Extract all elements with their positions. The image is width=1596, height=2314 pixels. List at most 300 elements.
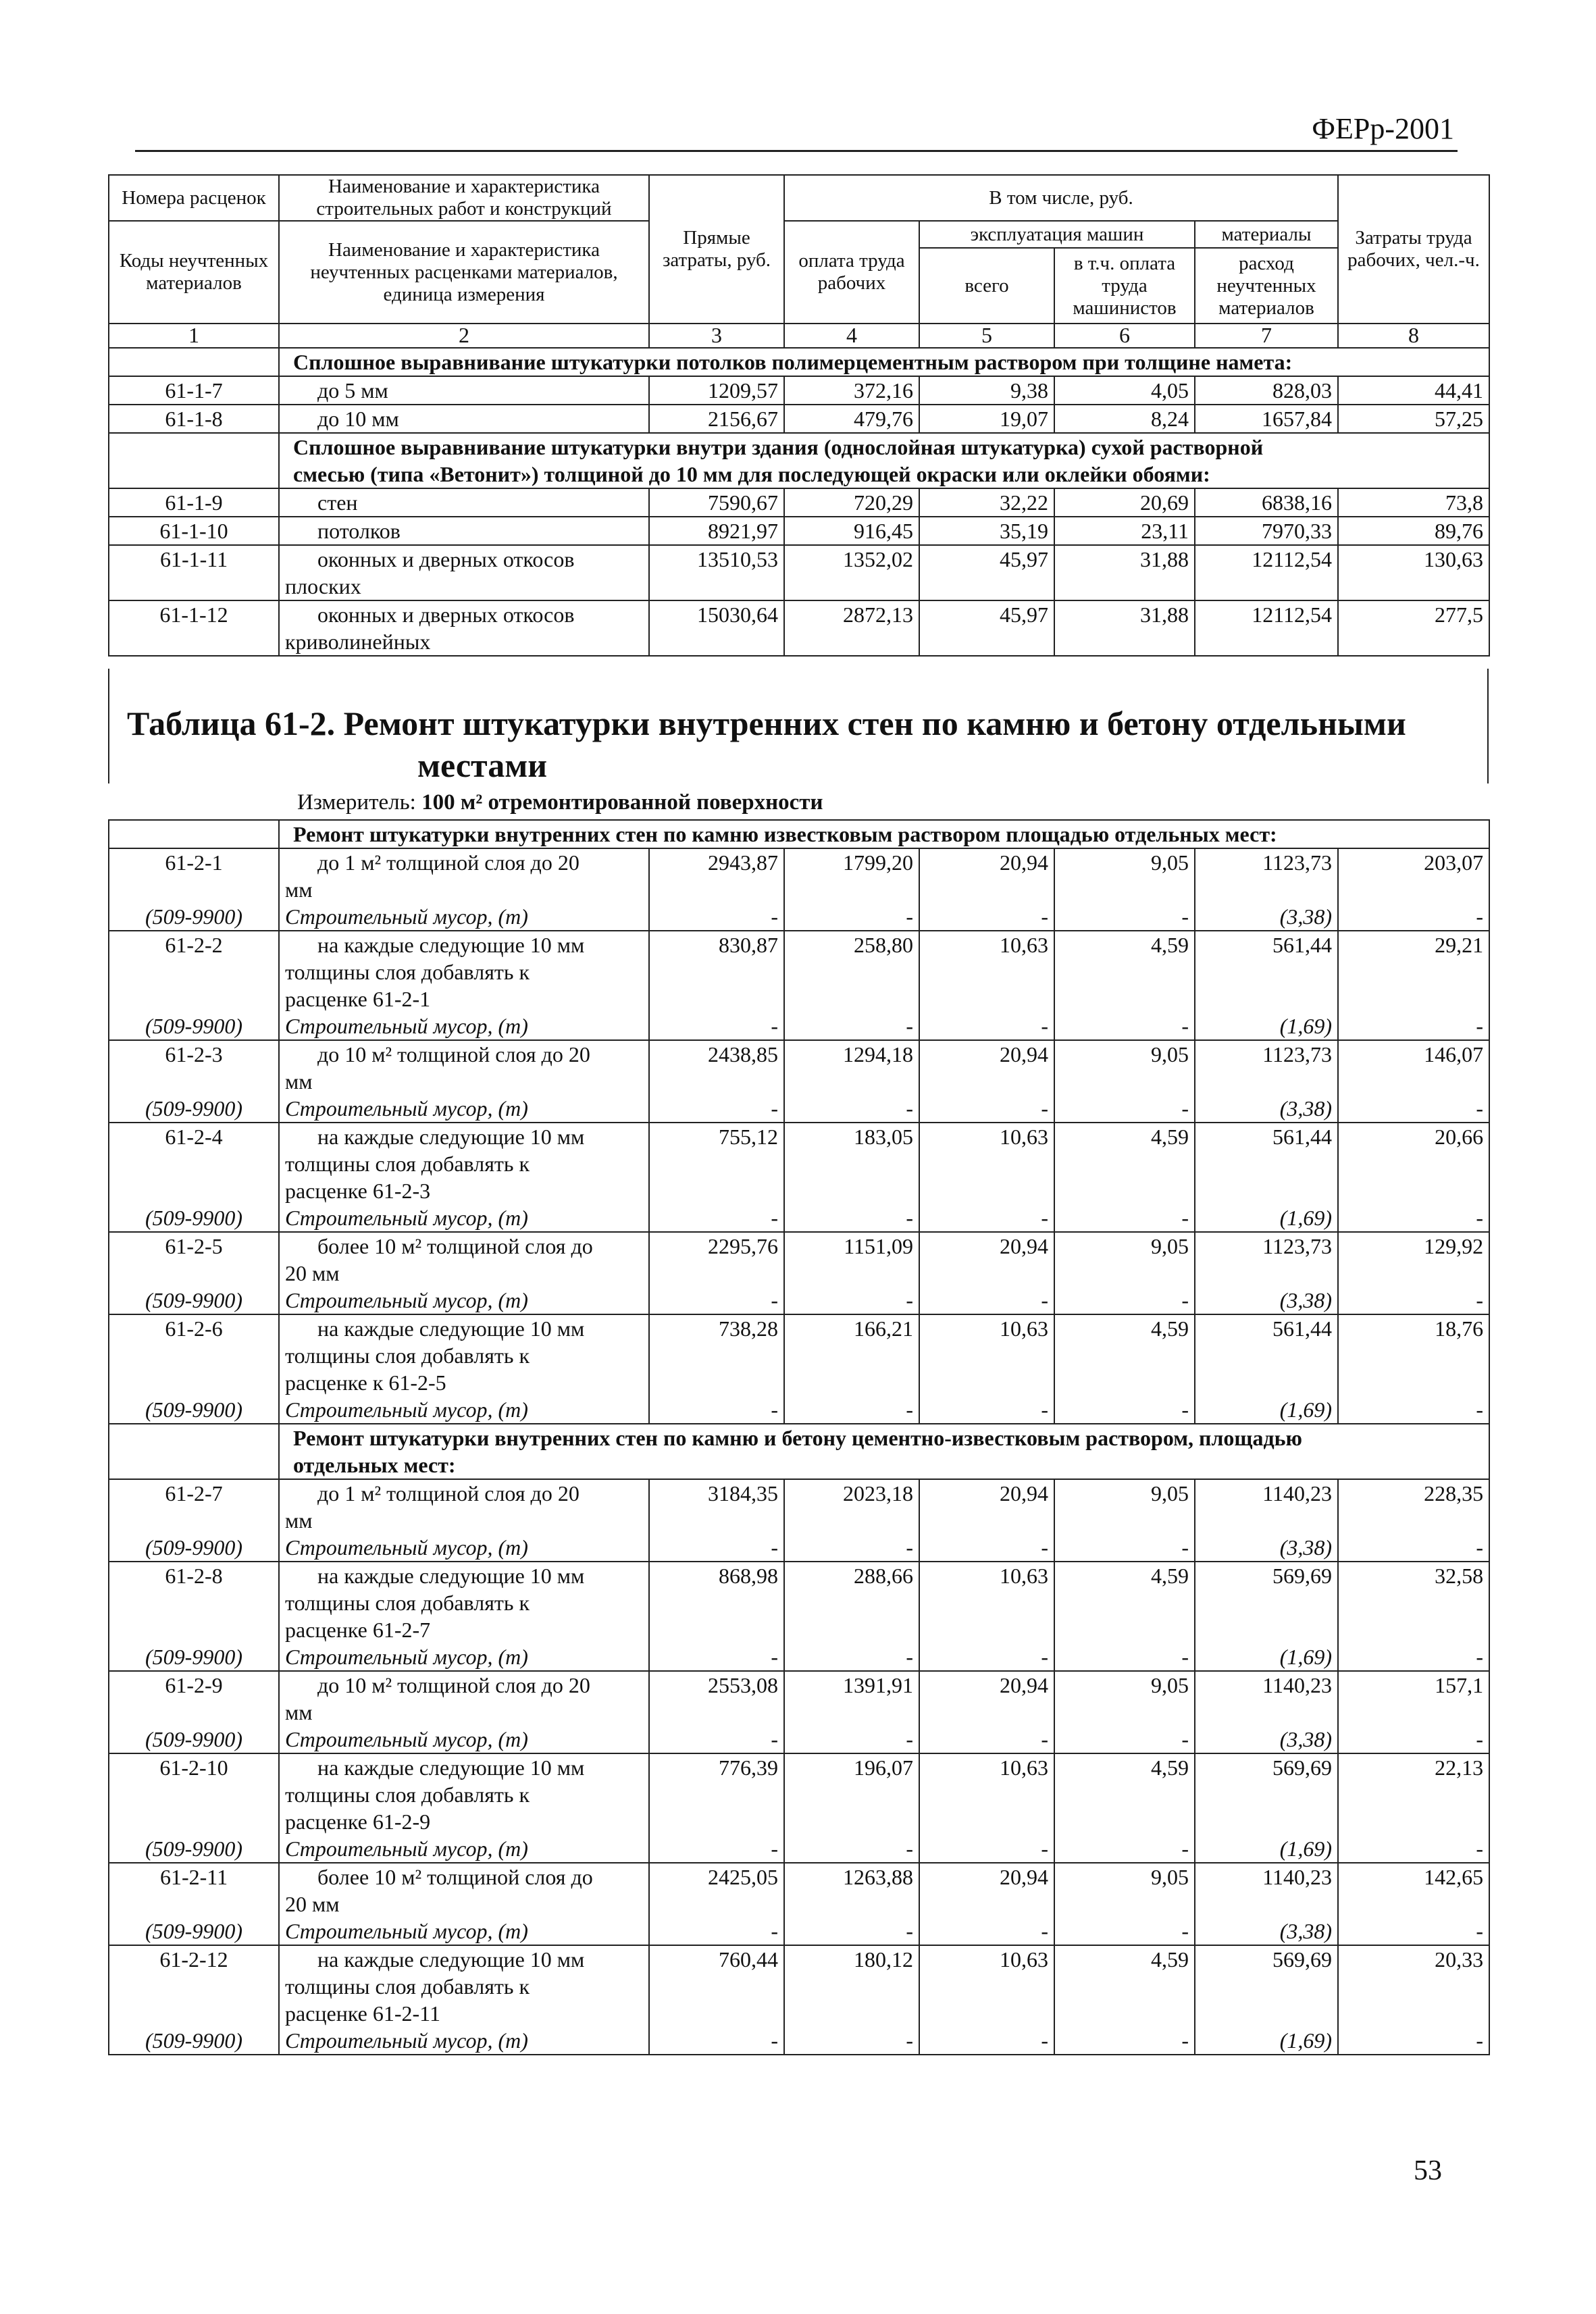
material-value: - — [649, 903, 784, 931]
material-value: - — [784, 1643, 919, 1671]
rate-code: 61-1-12 — [109, 600, 279, 656]
material-row — [109, 1643, 1489, 1671]
material-value: - — [1338, 1396, 1489, 1424]
rate-value: 157,1 — [1338, 1671, 1489, 1726]
material-value: - — [649, 1204, 784, 1232]
cell-line: до 1 м² толщиной слоя до 20 — [317, 1481, 580, 1506]
section-title — [279, 820, 1489, 848]
cell-line: криволинейных — [285, 629, 431, 654]
cell-line: оконных и дверных откосов — [317, 602, 575, 627]
material-name: Строительный мусор, (т) — [279, 1012, 649, 1040]
material-name: Строительный мусор, (т) — [279, 1396, 649, 1424]
rate-value: 203,07 — [1338, 848, 1489, 903]
table-61-2-title — [127, 702, 1444, 786]
rate-value: 9,05 — [1054, 1863, 1195, 1918]
cell-line: толщины слоя добавлять к — [285, 960, 530, 984]
material-value: - — [1054, 1918, 1195, 1945]
rate-code: 61-2-5 — [109, 1232, 279, 1287]
rate-name — [279, 488, 649, 517]
rate-value: 916,45 — [784, 517, 919, 545]
rate-row — [109, 848, 1489, 903]
cell-line: толщины слоя добавлять к — [285, 1152, 530, 1176]
header-material-name: Наименование и характеристика неучтенных расценками материалов, единица измерения — [279, 221, 649, 324]
cell-line: мм — [285, 1069, 313, 1094]
material-value: - — [649, 1726, 784, 1753]
material-row — [109, 1095, 1489, 1123]
cell-line: на каждые следующие 10 мм — [317, 933, 585, 957]
header-labor-costs: Затраты труда рабочих, чел.-ч. — [1338, 175, 1489, 324]
rate-code: 61-2-7 — [109, 1479, 279, 1534]
section-code-cell — [109, 820, 279, 848]
rate-value: 4,59 — [1054, 931, 1195, 1012]
rate-name — [279, 1945, 649, 2027]
cell-line: более 10 м² толщиной слоя до — [317, 1865, 593, 1889]
section-row — [109, 820, 1489, 848]
rate-row — [109, 1671, 1489, 1726]
column-number: 8 — [1338, 324, 1489, 348]
document-code: ФЕРр-2001 — [1312, 112, 1454, 145]
page-number: 53 — [1414, 2155, 1442, 2186]
rate-value: 2295,76 — [649, 1232, 784, 1287]
material-value: - — [919, 1012, 1054, 1040]
material-value: - — [649, 1534, 784, 1562]
cell-line: расценке 61-2-3 — [285, 1179, 431, 1203]
rate-name — [279, 1123, 649, 1204]
rate-value: 9,05 — [1054, 848, 1195, 903]
rate-value: 755,12 — [649, 1123, 784, 1204]
material-value: - — [649, 1643, 784, 1671]
rate-value: 20,94 — [919, 1040, 1054, 1095]
material-value: - — [784, 1287, 919, 1314]
material-value: - — [1338, 903, 1489, 931]
rate-value: 561,44 — [1195, 1123, 1338, 1204]
rate-value: 4,59 — [1054, 1123, 1195, 1204]
rate-row — [109, 600, 1489, 656]
material-value: - — [649, 1012, 784, 1040]
material-value: - — [919, 1396, 1054, 1424]
rate-value: 258,80 — [784, 931, 919, 1012]
material-value: - — [1338, 1835, 1489, 1863]
rate-value: 7590,67 — [649, 488, 784, 517]
rate-code: 61-1-11 — [109, 545, 279, 600]
cell-line: толщины слоя добавлять к — [285, 1782, 530, 1807]
material-name: Строительный мусор, (т) — [279, 1726, 649, 1753]
material-code: (509-9900) — [109, 1918, 279, 1945]
rate-value: 828,03 — [1195, 376, 1338, 405]
rate-value: 142,65 — [1338, 1863, 1489, 1918]
rate-value: 4,05 — [1054, 376, 1195, 405]
rate-row — [109, 1123, 1489, 1204]
rate-value: 130,63 — [1338, 545, 1489, 600]
section-title — [279, 433, 1489, 488]
material-name: Строительный мусор, (т) — [279, 1835, 649, 1863]
rate-value: 45,97 — [919, 545, 1054, 600]
material-row — [109, 1012, 1489, 1040]
material-amount: (3,38) — [1195, 1726, 1338, 1753]
rate-value: 2943,87 — [649, 848, 784, 903]
header-work-name: Наименование и характеристика строительных работ и конструкций — [279, 175, 649, 221]
cell-line: мм — [285, 1508, 313, 1533]
rate-value: 2425,05 — [649, 1863, 784, 1918]
rate-row — [109, 1232, 1489, 1287]
rate-value: 1151,09 — [784, 1232, 919, 1287]
column-number: 3 — [649, 324, 784, 348]
material-value: - — [784, 1095, 919, 1123]
cell-line: на каждые следующие 10 мм — [317, 1947, 585, 1972]
material-row — [109, 1726, 1489, 1753]
material-value: - — [919, 1726, 1054, 1753]
rate-value: 2872,13 — [784, 600, 919, 656]
column-number: 2 — [279, 324, 649, 348]
material-value: - — [784, 1396, 919, 1424]
rate-value: 196,07 — [784, 1753, 919, 1835]
cell-line: стен — [317, 490, 358, 515]
rate-value: 29,21 — [1338, 931, 1489, 1012]
cell-line: расценке 61-2-7 — [285, 1618, 431, 1642]
material-value: - — [784, 1918, 919, 1945]
material-name: Строительный мусор, (т) — [279, 1918, 649, 1945]
rate-value: 760,44 — [649, 1945, 784, 2027]
rate-value: 10,63 — [919, 1945, 1054, 2027]
rate-value: 1209,57 — [649, 376, 784, 405]
rate-value: 1294,18 — [784, 1040, 919, 1095]
table-title-line: местами — [417, 746, 548, 784]
section-code-cell — [109, 433, 279, 488]
rate-value: 1263,88 — [784, 1863, 919, 1918]
cell-line: на каждые следующие 10 мм — [317, 1564, 585, 1588]
rate-code: 61-2-9 — [109, 1671, 279, 1726]
material-value: - — [1054, 1396, 1195, 1424]
rate-value: 720,29 — [784, 488, 919, 517]
rate-name — [279, 545, 649, 600]
header-materials: материалы — [1195, 221, 1338, 248]
rate-code: 61-1-9 — [109, 488, 279, 517]
header-machines: эксплуатация машин — [919, 221, 1195, 248]
material-name: Строительный мусор, (т) — [279, 1643, 649, 1671]
rate-value: 288,66 — [784, 1562, 919, 1643]
material-value: - — [1338, 2027, 1489, 2055]
material-value: - — [1338, 1534, 1489, 1562]
cell-line: мм — [285, 1700, 313, 1724]
table-61-2 — [108, 819, 1490, 2055]
rate-value: 31,88 — [1054, 545, 1195, 600]
material-value: - — [1054, 1095, 1195, 1123]
material-value: - — [919, 1918, 1054, 1945]
material-code: (509-9900) — [109, 2027, 279, 2055]
rate-value: 10,63 — [919, 1314, 1054, 1396]
rate-row — [109, 488, 1489, 517]
rate-value: 12112,54 — [1195, 545, 1338, 600]
cell-line: расценке 61-2-9 — [285, 1809, 431, 1834]
material-amount: (3,38) — [1195, 1918, 1338, 1945]
rate-value: 9,05 — [1054, 1040, 1195, 1095]
material-row — [109, 903, 1489, 931]
material-row — [109, 1204, 1489, 1232]
table-outer-border-right — [1487, 669, 1489, 783]
measure-value: 100 м² отремонтированной поверхности — [421, 790, 823, 815]
rate-row — [109, 931, 1489, 1012]
material-code: (509-9900) — [109, 1396, 279, 1424]
table-title-line: Таблица 61-2. Ремонт штукатурки внутренних стен по камню и бетону отдельными — [127, 704, 1406, 742]
rate-value: 20,94 — [919, 848, 1054, 903]
rate-row — [109, 1562, 1489, 1643]
rate-name: до 10 мм — [279, 405, 649, 433]
rate-value: 776,39 — [649, 1753, 784, 1835]
cell-line: плоских — [285, 574, 361, 598]
rate-value: 35,19 — [919, 517, 1054, 545]
material-amount: (3,38) — [1195, 1287, 1338, 1314]
rate-value: 1391,91 — [784, 1671, 919, 1726]
rate-value: 10,63 — [919, 1123, 1054, 1204]
material-value: - — [1054, 2027, 1195, 2055]
rate-value: 20,94 — [919, 1863, 1054, 1918]
cell-line: до 10 м² толщиной слоя до 20 — [317, 1673, 590, 1697]
material-code: (509-9900) — [109, 1534, 279, 1562]
rate-code: 61-2-2 — [109, 931, 279, 1012]
material-value: - — [919, 1287, 1054, 1314]
rate-value: 9,38 — [919, 376, 1054, 405]
cell-line: толщины слоя добавлять к — [285, 1591, 530, 1615]
material-name: Строительный мусор, (т) — [279, 1534, 649, 1562]
cell-line: оконных и дверных откосов — [317, 547, 575, 571]
rate-value: 830,87 — [649, 931, 784, 1012]
material-value: - — [1054, 1534, 1195, 1562]
material-code: (509-9900) — [109, 1726, 279, 1753]
measure-unit — [297, 790, 823, 815]
material-value: - — [784, 2027, 919, 2055]
rate-value: 1123,73 — [1195, 1040, 1338, 1095]
rate-value: 1657,84 — [1195, 405, 1338, 433]
cell-line: расценке 61-2-1 — [285, 987, 431, 1011]
rate-value: 13510,53 — [649, 545, 784, 600]
rate-value: 8921,97 — [649, 517, 784, 545]
rate-value: 1123,73 — [1195, 1232, 1338, 1287]
material-name: Строительный мусор, (т) — [279, 1095, 649, 1123]
rate-value: 9,05 — [1054, 1479, 1195, 1534]
rate-value: 9,05 — [1054, 1671, 1195, 1726]
rate-value: 1140,23 — [1195, 1863, 1338, 1918]
rate-value: 20,94 — [919, 1232, 1054, 1287]
rate-value: 1140,23 — [1195, 1479, 1338, 1534]
rate-value: 32,58 — [1338, 1562, 1489, 1643]
rate-value: 2438,85 — [649, 1040, 784, 1095]
rate-value: 180,12 — [784, 1945, 919, 2027]
rate-value: 20,66 — [1338, 1123, 1489, 1204]
cell-line: 20 мм — [285, 1261, 340, 1285]
column-number: 7 — [1195, 324, 1338, 348]
rate-value: 569,69 — [1195, 1753, 1338, 1835]
header-machinist-pay: в т.ч. оплата труда машинистов — [1054, 248, 1195, 324]
rate-value: 45,97 — [919, 600, 1054, 656]
cell-line: расценке к 61-2-5 — [285, 1370, 446, 1395]
header-rate-numbers: Номера расценок — [109, 175, 279, 221]
rate-value: 738,28 — [649, 1314, 784, 1396]
rate-value: 22,13 — [1338, 1753, 1489, 1835]
material-code: (509-9900) — [109, 1204, 279, 1232]
material-value: - — [919, 903, 1054, 931]
rate-code: 61-2-10 — [109, 1753, 279, 1835]
rate-code: 61-2-6 — [109, 1314, 279, 1396]
rate-value: 31,88 — [1054, 600, 1195, 656]
material-value: - — [919, 1095, 1054, 1123]
rate-code: 61-1-10 — [109, 517, 279, 545]
rate-value: 569,69 — [1195, 1562, 1338, 1643]
rate-name — [279, 1479, 649, 1534]
cell-line: Ремонт штукатурки внутренних стен по камню известковым раствором площадью отдельных мест: — [293, 822, 1277, 846]
material-value: - — [1054, 1726, 1195, 1753]
rate-value: 2553,08 — [649, 1671, 784, 1726]
rate-value: 4,59 — [1054, 1945, 1195, 2027]
section-code-cell — [109, 348, 279, 376]
material-row — [109, 1534, 1489, 1562]
material-value: - — [784, 1726, 919, 1753]
rate-value: 2156,67 — [649, 405, 784, 433]
rate-name — [279, 1562, 649, 1643]
rate-value: 20,94 — [919, 1671, 1054, 1726]
header-unaccounted-materials: расход неучтенных материалов — [1195, 248, 1338, 324]
table-outer-border-left — [108, 669, 109, 783]
rate-name — [279, 1863, 649, 1918]
section-row — [109, 433, 1489, 488]
material-value: - — [1054, 1287, 1195, 1314]
rate-row — [109, 517, 1489, 545]
rate-value: 166,21 — [784, 1314, 919, 1396]
material-value: - — [1338, 1726, 1489, 1753]
cell-line: на каждые следующие 10 мм — [317, 1125, 585, 1149]
cell-line: смесью (типа «Ветонит») толщиной до 10 мм для последующей окраски или оклейки обоями: — [293, 462, 1210, 486]
rate-name — [279, 1040, 649, 1095]
rate-name — [279, 1753, 649, 1835]
rate-value: 1123,73 — [1195, 848, 1338, 903]
rate-value: 32,22 — [919, 488, 1054, 517]
rate-name — [279, 848, 649, 903]
column-number: 4 — [784, 324, 919, 348]
material-value: - — [1338, 1095, 1489, 1123]
material-value: - — [784, 1012, 919, 1040]
rate-row — [109, 1314, 1489, 1396]
material-amount: (1,69) — [1195, 1012, 1338, 1040]
material-amount: (1,69) — [1195, 1396, 1338, 1424]
material-value: - — [919, 1835, 1054, 1863]
rate-value: 129,92 — [1338, 1232, 1489, 1287]
rate-name — [279, 1232, 649, 1287]
material-row — [109, 1396, 1489, 1424]
cell-line: до 1 м² толщиной слоя до 20 — [317, 850, 580, 875]
column-number: 1 — [109, 324, 279, 348]
rate-value: 4,59 — [1054, 1753, 1195, 1835]
rate-value: 7970,33 — [1195, 517, 1338, 545]
section-row — [109, 1424, 1489, 1479]
rate-code: 61-2-11 — [109, 1863, 279, 1918]
rate-row — [109, 1863, 1489, 1918]
cell-line: расценке 61-2-11 — [285, 2001, 440, 2026]
cell-line: потолков — [317, 519, 401, 543]
rate-value: 20,94 — [919, 1479, 1054, 1534]
material-amount: (1,69) — [1195, 1204, 1338, 1232]
header-rule — [135, 150, 1458, 152]
rate-value: 1140,23 — [1195, 1671, 1338, 1726]
material-value: - — [1054, 1835, 1195, 1863]
material-amount: (3,38) — [1195, 1095, 1338, 1123]
column-number: 6 — [1054, 324, 1195, 348]
material-value: - — [1054, 1204, 1195, 1232]
material-amount: (1,69) — [1195, 1643, 1338, 1671]
rate-name — [279, 517, 649, 545]
rate-value: 20,69 — [1054, 488, 1195, 517]
rate-value: 10,63 — [919, 1562, 1054, 1643]
section-code-cell — [109, 1424, 279, 1479]
rate-row — [109, 1945, 1489, 2027]
rate-value: 868,98 — [649, 1562, 784, 1643]
cell-line: Ремонт штукатурки внутренних стен по камню и бетону цементно-известковым раствором, площадью — [293, 1426, 1302, 1450]
section-row — [109, 348, 1489, 376]
material-code: (509-9900) — [109, 1287, 279, 1314]
rate-code: 61-2-1 — [109, 848, 279, 903]
rate-row — [109, 376, 1489, 405]
rate-name — [279, 600, 649, 656]
material-value: - — [1338, 1643, 1489, 1671]
header-labor-pay: оплата труда рабочих — [784, 221, 919, 324]
material-value: - — [784, 1835, 919, 1863]
rate-value: 18,76 — [1338, 1314, 1489, 1396]
material-amount: (1,69) — [1195, 2027, 1338, 2055]
rate-value: 228,35 — [1338, 1479, 1489, 1534]
rate-value: 1352,02 — [784, 545, 919, 600]
section-title — [279, 1424, 1489, 1479]
rate-value: 3184,35 — [649, 1479, 784, 1534]
material-row — [109, 2027, 1489, 2055]
rate-code: 61-1-7 — [109, 376, 279, 405]
rate-value: 4,59 — [1054, 1314, 1195, 1396]
rate-row — [109, 1040, 1489, 1095]
header-direct-costs: Прямые затраты, руб. — [649, 175, 784, 324]
material-name: Строительный мусор, (т) — [279, 2027, 649, 2055]
cell-line: толщины слоя добавлять к — [285, 1974, 530, 1999]
rate-code: 61-2-3 — [109, 1040, 279, 1095]
material-value: - — [649, 1095, 784, 1123]
rate-value: 12112,54 — [1195, 600, 1338, 656]
rate-value: 89,76 — [1338, 517, 1489, 545]
rate-value: 569,69 — [1195, 1945, 1338, 2027]
rate-code: 61-2-4 — [109, 1123, 279, 1204]
cell-line: отдельных мест: — [293, 1453, 456, 1477]
cell-line: на каждые следующие 10 мм — [317, 1316, 585, 1341]
material-name: Строительный мусор, (т) — [279, 1204, 649, 1232]
material-amount: (1,69) — [1195, 1835, 1338, 1863]
rate-code: 61-2-12 — [109, 1945, 279, 2027]
material-value: - — [919, 1534, 1054, 1562]
rate-value: 183,05 — [784, 1123, 919, 1204]
header-including: В том числе, руб. — [784, 175, 1338, 221]
header-material-codes: Коды неучтенных материалов — [109, 221, 279, 324]
material-code: (509-9900) — [109, 1835, 279, 1863]
rate-value: 57,25 — [1338, 405, 1489, 433]
rate-name — [279, 1314, 649, 1396]
material-value: - — [919, 2027, 1054, 2055]
rate-value: 6838,16 — [1195, 488, 1338, 517]
rate-value: 23,11 — [1054, 517, 1195, 545]
section-title: Сплошное выравнивание штукатурки потолков полимерцементным раствором при толщине намета: — [279, 348, 1489, 376]
material-amount: (3,38) — [1195, 903, 1338, 931]
rate-value: 8,24 — [1054, 405, 1195, 433]
rate-name — [279, 931, 649, 1012]
rate-name: до 5 мм — [279, 376, 649, 405]
rate-value: 561,44 — [1195, 1314, 1338, 1396]
material-row — [109, 1835, 1489, 1863]
material-amount: (3,38) — [1195, 1534, 1338, 1562]
material-value: - — [649, 1396, 784, 1424]
rate-value: 561,44 — [1195, 931, 1338, 1012]
